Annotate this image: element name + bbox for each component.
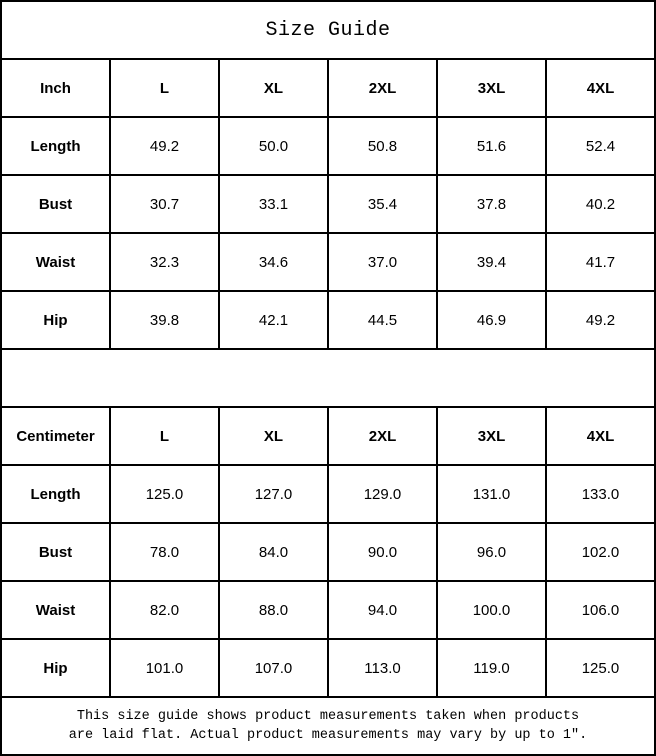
measurement-value: 113.0 <box>328 639 437 697</box>
row-label: Waist <box>1 581 110 639</box>
size-col-header: 4XL <box>546 59 655 117</box>
measurement-value: 39.4 <box>437 233 546 291</box>
measurement-value: 35.4 <box>328 175 437 233</box>
unit-header-centimeter: Centimeter <box>1 407 110 465</box>
size-col-header: 3XL <box>437 59 546 117</box>
size-col-header: XL <box>219 59 328 117</box>
measurement-value: 50.8 <box>328 117 437 175</box>
measurement-value: 39.8 <box>110 291 219 349</box>
measurement-value: 101.0 <box>110 639 219 697</box>
footer-row <box>1 697 655 755</box>
size-col-header: 4XL <box>546 407 655 465</box>
size-col-header: XL <box>219 407 328 465</box>
row-label: Hip <box>1 639 110 697</box>
measurement-value: 50.0 <box>219 117 328 175</box>
footer-note <box>1 697 655 755</box>
spacer-row <box>1 349 655 407</box>
size-col-header: L <box>110 59 219 117</box>
centimeter-header-row <box>1 407 655 465</box>
table-row <box>1 117 655 175</box>
table-row <box>1 465 655 523</box>
row-label: Length <box>1 117 110 175</box>
measurement-value: 125.0 <box>110 465 219 523</box>
size-col-header: 2XL <box>328 59 437 117</box>
page-title: Size Guide <box>1 1 655 59</box>
measurement-value: 90.0 <box>328 523 437 581</box>
measurement-value: 49.2 <box>110 117 219 175</box>
inch-header-row <box>1 59 655 117</box>
measurement-value: 44.5 <box>328 291 437 349</box>
measurement-value: 37.0 <box>328 233 437 291</box>
measurement-value: 125.0 <box>546 639 655 697</box>
size-col-header: L <box>110 407 219 465</box>
measurement-value: 40.2 <box>546 175 655 233</box>
row-label: Length <box>1 465 110 523</box>
table-row <box>1 639 655 697</box>
measurement-value: 51.6 <box>437 117 546 175</box>
measurement-value: 34.6 <box>219 233 328 291</box>
measurement-value: 37.8 <box>437 175 546 233</box>
table-row <box>1 175 655 233</box>
measurement-value: 46.9 <box>437 291 546 349</box>
measurement-value: 96.0 <box>437 523 546 581</box>
row-label: Bust <box>1 523 110 581</box>
title-row <box>1 1 655 59</box>
footer-note-line1: This size guide shows product measurements taken when products <box>76 709 580 724</box>
measurement-value: 119.0 <box>437 639 546 697</box>
size-col-header: 2XL <box>328 407 437 465</box>
table-row <box>1 233 655 291</box>
measurement-value: 127.0 <box>219 465 328 523</box>
measurement-value: 100.0 <box>437 581 546 639</box>
measurement-value: 42.1 <box>219 291 328 349</box>
measurement-value: 41.7 <box>546 233 655 291</box>
table-row <box>1 291 655 349</box>
measurement-value: 82.0 <box>110 581 219 639</box>
table-row <box>1 523 655 581</box>
unit-header-inch: Inch <box>1 59 110 117</box>
footer-note-line2: are laid flat. Actual product measurements may vary by up to 1″. <box>68 728 588 743</box>
row-label: Hip <box>1 291 110 349</box>
measurement-value: 102.0 <box>546 523 655 581</box>
spacer-cell <box>1 349 655 407</box>
table-row <box>1 581 655 639</box>
measurement-value: 129.0 <box>328 465 437 523</box>
measurement-value: 107.0 <box>219 639 328 697</box>
measurement-value: 131.0 <box>437 465 546 523</box>
measurement-value: 78.0 <box>110 523 219 581</box>
measurement-value: 52.4 <box>546 117 655 175</box>
row-label: Bust <box>1 175 110 233</box>
measurement-value: 33.1 <box>219 175 328 233</box>
measurement-value: 106.0 <box>546 581 655 639</box>
measurement-value: 30.7 <box>110 175 219 233</box>
measurement-value: 49.2 <box>546 291 655 349</box>
measurement-value: 88.0 <box>219 581 328 639</box>
measurement-value: 94.0 <box>328 581 437 639</box>
measurement-value: 133.0 <box>546 465 655 523</box>
size-col-header: 3XL <box>437 407 546 465</box>
measurement-value: 32.3 <box>110 233 219 291</box>
measurement-value: 84.0 <box>219 523 328 581</box>
row-label: Waist <box>1 233 110 291</box>
